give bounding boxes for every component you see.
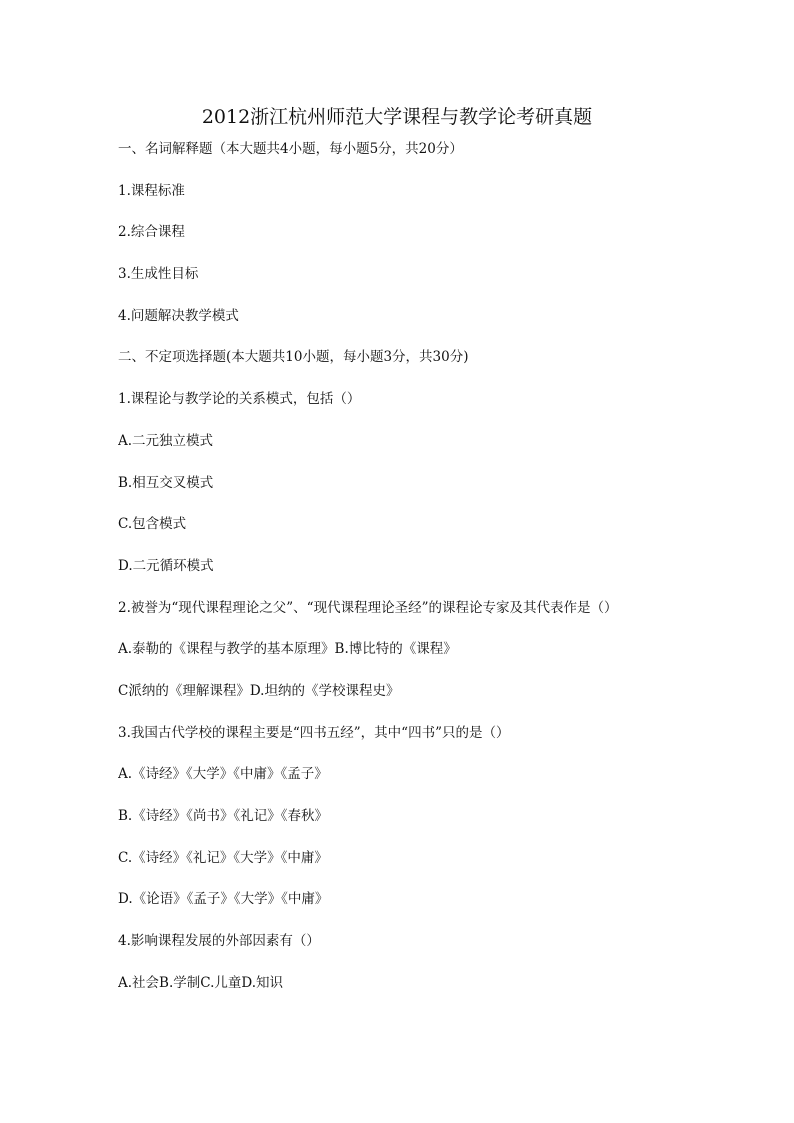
answer-option: B.相互交叉模式 [118,474,214,491]
section-heading: 一、名词解释题（本大题共4小题，每小题5分，共20分） [118,141,463,157]
answer-option: A.《诗经》《大学》《中庸》《孟子》 [118,766,328,783]
question-item: 1.课程标准 [118,182,185,199]
question-item: 1.课程论与教学论的关系模式，包括（） [118,391,361,408]
question-item: 4.影响课程发展的外部因素有（） [118,933,320,950]
question-item: 3.我国古代学校的课程主要是“四书五经”，其中“四书”只的是（） [118,724,510,741]
section-heading: 二、不定项选择题(本大题共10小题，每小题3分，共30分) [118,349,469,366]
document-title: 2012浙江杭州师范大学课程与教学论考研真题 [201,106,593,128]
answer-option: C.《诗经》《礼记》《大学》《中庸》 [118,849,328,866]
question-list [118,138,758,1013]
answer-option: C.包含模式 [118,516,187,533]
answer-option: D.二元循环模式 [118,557,214,574]
answer-option: C派纳的《理解课程》D.坦纳的《学校课程史》 [118,682,400,699]
question-item: 4.问题解决教学模式 [118,307,239,324]
question-item: 2.被誉为“现代课程理论之父”、“现代课程理论圣经”的课程论专家及其代表作是（） [118,599,618,616]
answer-option: A.二元独立模式 [118,432,214,449]
answer-option: D.《论语》《孟子》《大学》《中庸》 [118,891,329,908]
question-item: 3.生成性目标 [118,266,199,283]
question-item: 2.综合课程 [118,224,185,241]
answer-option: A.社会B.学制C.儿童D.知识 [118,974,284,991]
answer-option: B.《诗经》《尚书》《礼记》《春秋》 [118,808,328,824]
answer-option: A.泰勒的《课程与教学的基本原理》B.博比特的《课程》 [118,641,457,658]
